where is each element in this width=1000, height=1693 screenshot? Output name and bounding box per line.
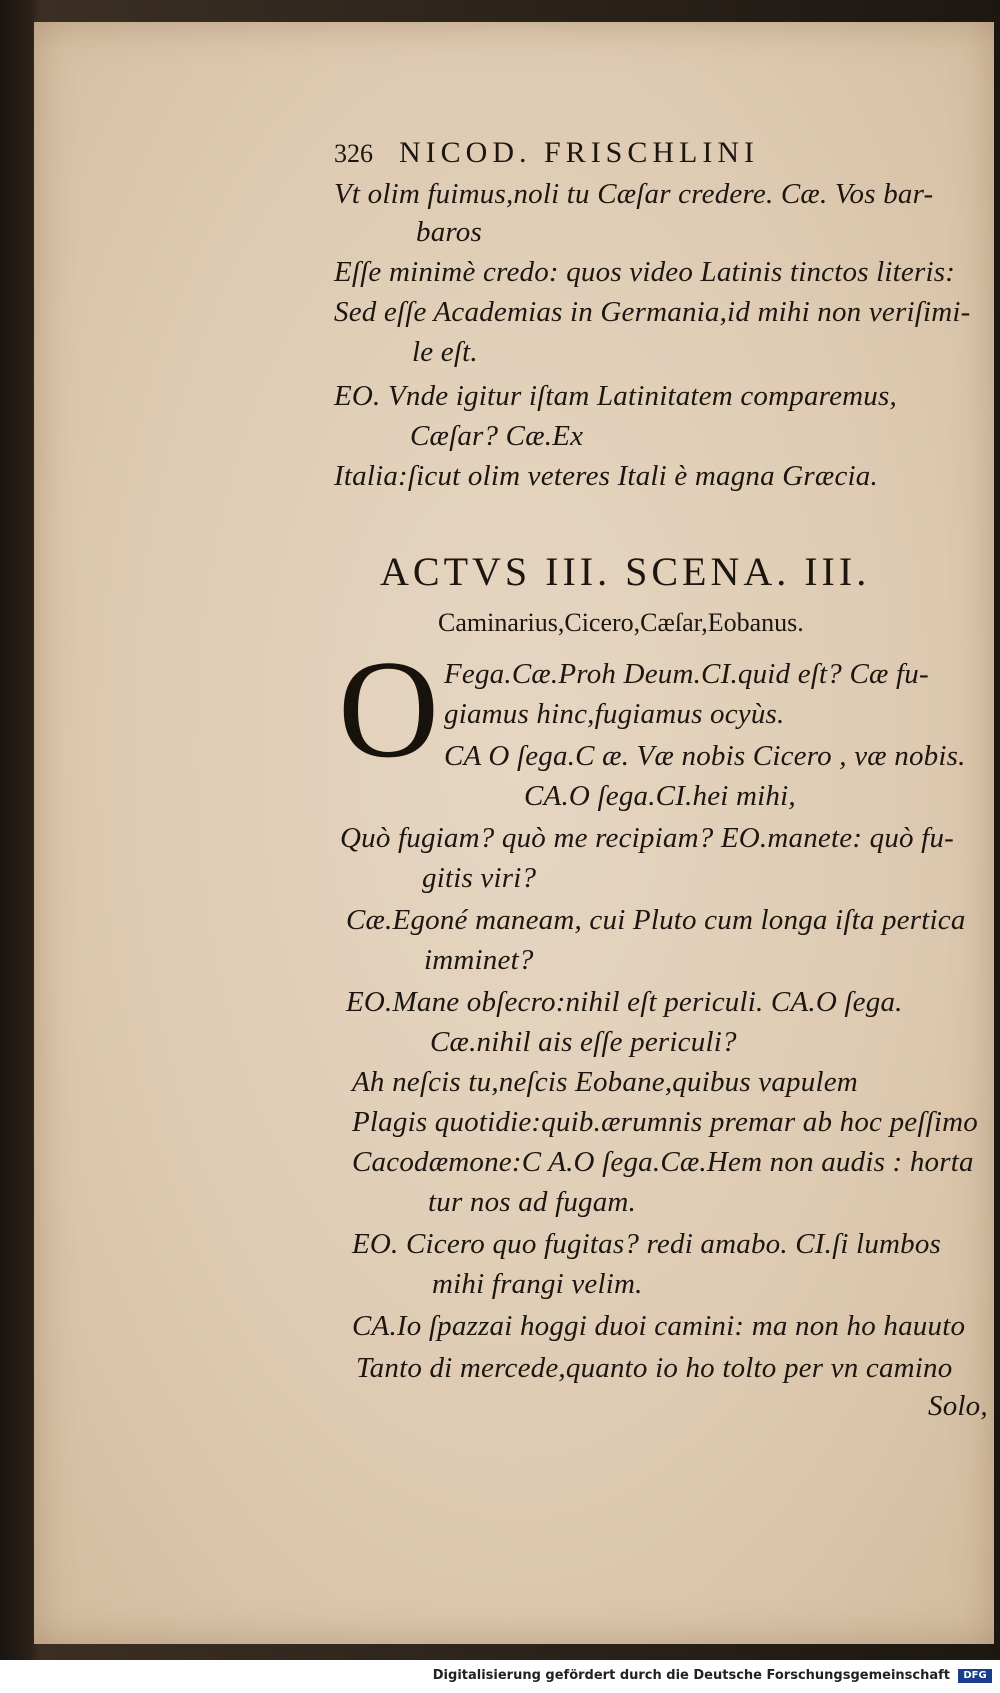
text-line: Quò fugiam? quò me recipiam? EO.manete: quò fu-	[340, 822, 954, 854]
text-line: gitis viri?	[422, 862, 537, 894]
text-line: giamus hinc,fugiamus ocyùs.	[444, 698, 785, 730]
text-line: imminet?	[424, 944, 534, 976]
text-line: Sed eſſe Academias in Germania,id mihi non veriſimi-	[334, 296, 971, 328]
text-line: mihi frangi velim.	[432, 1268, 643, 1300]
dfg-logo: DFG	[958, 1669, 992, 1683]
text-line: CA.O ſega.CI.hei mihi,	[524, 780, 796, 812]
text-line: Cæſar? Cæ.Ex	[410, 420, 584, 452]
text-line: baros	[416, 216, 482, 248]
text-line: EO. Vnde igitur iſtam Latinitatem comparemus,	[334, 380, 897, 412]
text-line: Tanto di mercede,quanto io ho tolto per vn camino	[356, 1352, 953, 1384]
text-line: Ah neſcis tu,neſcis Eobane,quibus vapulem	[352, 1066, 858, 1098]
act-scene-title: ACTVS III. SCENA. III.	[380, 549, 871, 594]
scene-characters: Caminarius,Cicero,Cæſar,Eobanus.	[438, 608, 804, 637]
text-line: Cæ.Egoné maneam, cui Pluto cum longa iſta pertica	[346, 904, 966, 936]
text-line: Fega.Cæ.Proh Deum.CI.quid eſt? Cæ fu-	[444, 658, 929, 690]
text-line: Cacodæmone:C A.O ſega.Cæ.Hem non audis : horta	[352, 1146, 974, 1178]
running-title: NICOD. FRISCHLINI	[399, 136, 760, 169]
text-line: EO.Mane obſecro:nihil eſt periculi. CA.O ſega.	[346, 986, 903, 1018]
funding-note: Digitalisierung gefördert durch die Deutsche Forschungsgemeinschaft	[432, 1668, 950, 1683]
catchword: Solo,	[928, 1390, 988, 1422]
text-line: Cæ.nihil ais eſſe periculi?	[430, 1026, 737, 1058]
text-line: le eſt.	[412, 336, 478, 368]
text-line: CA.Io ſpazzai hoggi duoi camini: ma non ho hauuto	[352, 1310, 966, 1342]
text-line: Vt olim fuimus,noli tu Cæſar credere. Cæ. Vos bar-	[334, 178, 934, 210]
text-line: tur nos ad fugam.	[428, 1186, 637, 1218]
running-head	[334, 136, 759, 170]
footer-bar	[0, 1660, 1000, 1693]
text-line: Plagis quotidie:quib.ærumnis premar ab hoc peſſimo	[352, 1106, 978, 1138]
text-line: Eſſe minimè credo: quos video Latinis tinctos literis:	[334, 256, 956, 288]
page-number: 326	[334, 139, 373, 168]
drop-cap: O	[338, 632, 440, 787]
text-line: CA O ſega.C æ. Væ nobis Cicero , væ nobis.	[444, 740, 966, 772]
text-line: EO. Cicero quo fugitas? redi amabo. CI.ſi lumbos	[352, 1228, 942, 1260]
text-line: Italia:ſicut olim veteres Itali è magna Græcia.	[334, 460, 878, 492]
